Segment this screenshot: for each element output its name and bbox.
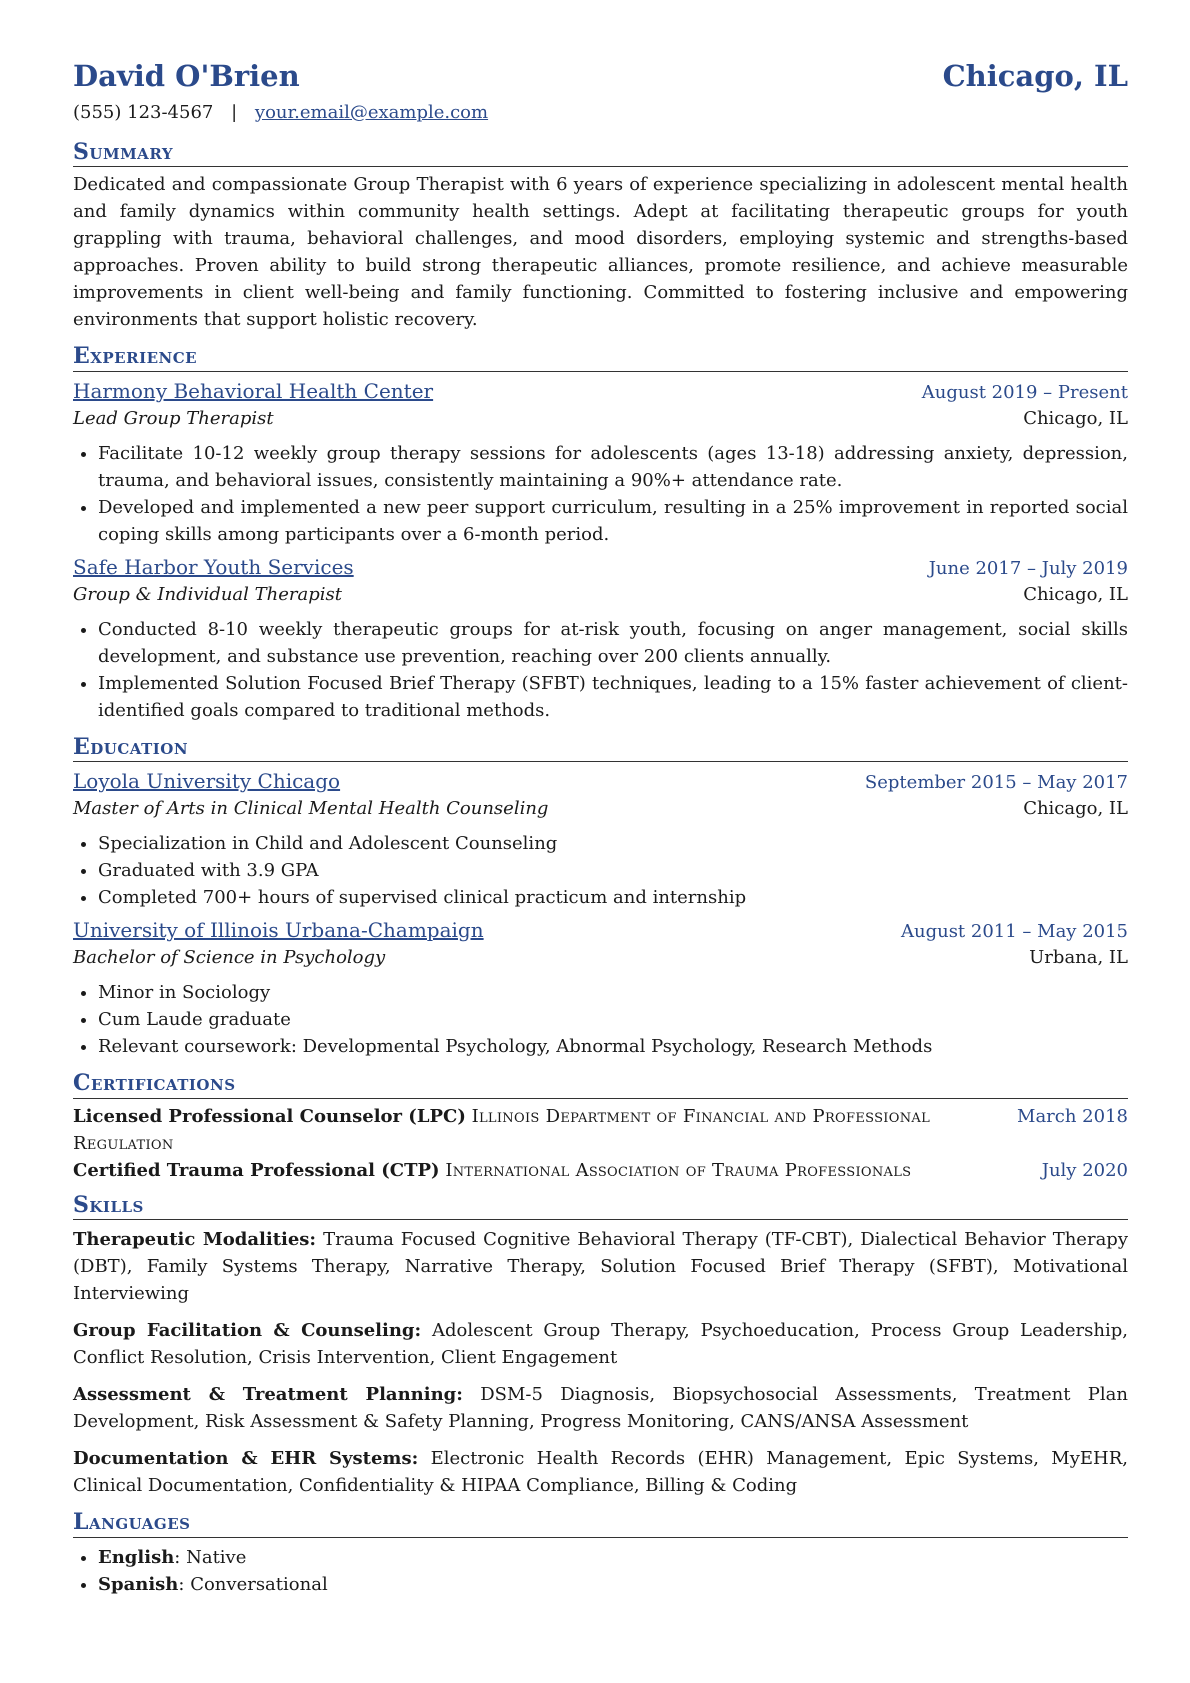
school-name[interactable]: Loyola University Chicago [73,769,341,794]
resume-header [73,58,1128,96]
skills-heading: Skills [73,1192,1128,1221]
candidate-location: Chicago, IL [942,59,1128,93]
job-location: Chicago, IL [1023,407,1128,429]
skill-group-label: Assessment & Treatment Planning: [73,1384,463,1406]
education-dates: August 2011 – May 2015 [900,921,1128,943]
list-item: • Developed and implemented a new peer support curriculum, resulting in a 25% improvement in reported social coping skills among participants over a 6-month period. [98,494,1128,548]
experience-entry [73,554,1128,724]
degree-title: Master of Arts in Clinical Mental Health Counseling [73,798,549,820]
list-item: • Relevant coursework: Developmental Psychology, Abnormal Psychology, Research Methods [98,1033,1128,1060]
list-item: • Specialization in Child and Adolescent Counseling [98,830,1128,857]
language-name: Spanish [98,1573,179,1595]
education-dates: September 2015 – May 2017 [864,772,1128,794]
experience-section [73,343,1128,724]
skill-group-text: DSM-5 Diagnosis, Biopsychosocial Assessments, Treatment Plan Development, Risk Assessment & Safety Planning, Progress Monitoring, CANS/ANSA Assessment [73,1384,1128,1433]
certifications-section [73,1070,1128,1184]
certification-issuer: International Association of Trauma Professionals [445,1159,912,1181]
languages-list [73,1544,1128,1598]
skill-group [73,1445,1128,1499]
education-entry [73,768,1128,911]
skill-group [73,1226,1128,1307]
employer-name[interactable]: Safe Harbor Youth Services [73,554,354,579]
contact-line [73,100,1128,125]
languages-section [73,1509,1128,1598]
employment-dates: August 2019 – Present [921,381,1128,403]
phone-number: (555) 123-4567 [73,101,214,123]
employment-dates: June 2017 – July 2019 [928,557,1128,579]
experience-entry [73,378,1128,548]
certification-date: March 2018 [1017,1105,1128,1127]
skill-group-label: Therapeutic Modalities: [73,1229,317,1251]
job-location: Chicago, IL [1023,583,1128,605]
skill-group-text: Trauma Focused Cognitive Behavioral Therapy (TF-CBT), Dialectical Behavior Therapy (DBT), Family Systems Therapy, Narrative Therapy, Solution Focused Brief Therapy (SFBT), Motivational Interviewing [73,1229,1128,1305]
job-title: Group & Individual Therapist [73,583,342,605]
list-item: • Cum Laude graduate [98,1006,1128,1033]
skill-group-label: Documentation & EHR Systems: [73,1448,419,1470]
employer-name[interactable]: Harmony Behavioral Health Center [73,378,434,403]
skill-group-label: Group Facilitation & Counseling: [73,1320,422,1342]
school-name[interactable]: University of Illinois Urbana-Champaign [73,918,484,943]
certification-item [73,1103,1128,1157]
resume-page [73,58,1128,1598]
language-level: : Native [174,1546,247,1568]
languages-heading: Languages [73,1509,1128,1538]
skill-group [73,1381,1128,1435]
list-item: • Implemented Solution Focused Brief Therapy (SFBT) techniques, leading to a 15% faster achievement of client-identified goals compared to traditional methods. [98,670,1128,724]
email-link[interactable]: your.email@example.com [254,101,489,123]
list-item: • Facilitate 10-12 weekly group therapy sessions for adolescents (ages 13-18) addressing anxiety, depression, trauma, and behavioral issues, consistently maintaining a 90%+ attendance rate. [98,440,1128,494]
education-section [73,734,1128,1061]
certifications-heading: Certifications [73,1070,1128,1099]
contact-separator: | [231,101,238,123]
skills-section [73,1192,1128,1500]
skill-group-text: Adolescent Group Therapy, Psychoeducation, Process Group Leadership, Conflict Resolution, Crisis Intervention, Client Engagement [73,1320,1128,1369]
language-name: English [98,1546,175,1568]
list-item: • Completed 700+ hours of supervised clinical practicum and internship [98,884,1128,911]
education-entry [73,917,1128,1060]
job-title: Lead Group Therapist [73,407,274,429]
summary-text: Dedicated and compassionate Group Therapist with 6 years of experience specializing in adolescent mental health and family dynamics within community health settings. Adept at facilitating therapeutic groups for youth grappling with trauma, behavioral challenges, and mood disorders, employing systemic and strengths-based approaches. Proven ability to build strong therapeutic alliances, promote resilience, and achieve measurable improvements in client well-being and family functioning. Committed to fostering inclusive and empowering environments that support holistic recovery. [73,174,1128,331]
skill-group-text: Electronic Health Records (EHR) Management, Epic Systems, MyEHR, Clinical Documentation, Confidentiality & HIPAA Compliance, Billing & Coding [73,1448,1128,1497]
list-item [98,1571,1128,1598]
experience-heading: Experience [73,343,1128,372]
list-item [98,1544,1128,1571]
certification-name: Certified Trauma Professional (CTP) [73,1159,440,1181]
summary-section [73,139,1128,334]
education-bullets [73,979,1128,1060]
list-item: • Conducted 8-10 weekly therapeutic groups for at-risk youth, focusing on anger management, social skills development, and substance use prevention, reaching over 200 clients annually. [98,616,1128,670]
school-location: Urbana, IL [1029,947,1128,969]
experience-bullets [73,440,1128,548]
language-level: : Conversational [178,1573,328,1595]
summary-heading: Summary [73,139,1128,168]
education-heading: Education [73,734,1128,763]
certification-item [73,1157,1128,1184]
experience-bullets [73,616,1128,724]
list-item: • Minor in Sociology [98,979,1128,1006]
certification-name: Licensed Professional Counselor (LPC) [73,1105,466,1127]
degree-title: Bachelor of Science in Psychology [73,947,386,969]
list-item: • Graduated with 3.9 GPA [98,857,1128,884]
certification-date: July 2020 [1041,1159,1128,1181]
certification-issuer: Illinois Department of Financial and Professional Regulation [73,1105,930,1154]
school-location: Chicago, IL [1023,798,1128,820]
education-bullets [73,830,1128,911]
candidate-name: David O'Brien [73,59,300,93]
skill-group [73,1317,1128,1371]
